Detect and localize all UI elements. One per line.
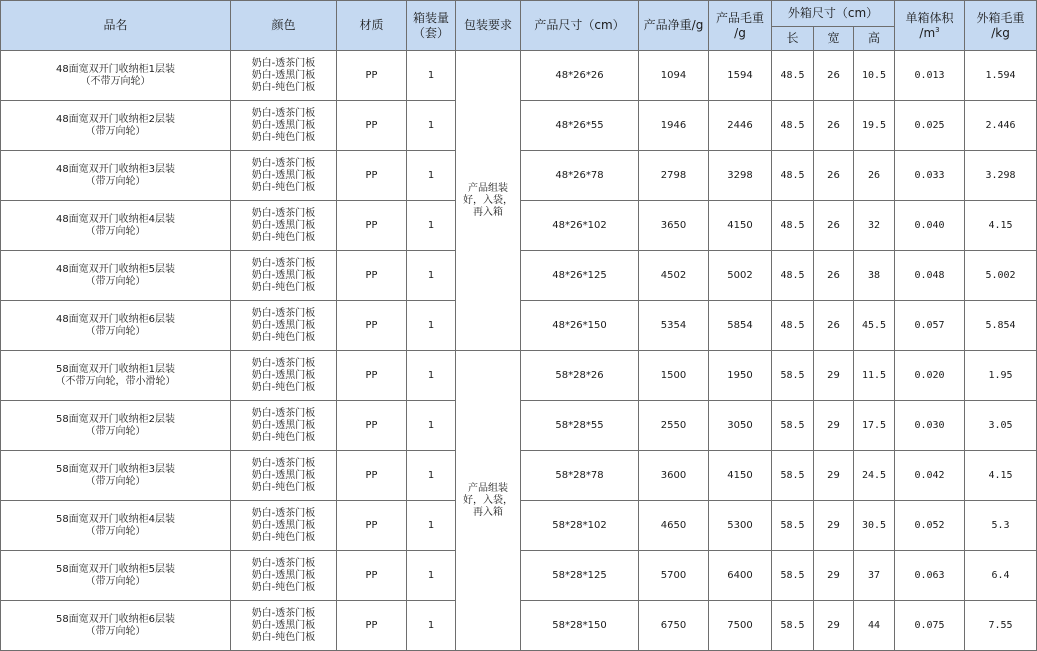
qty-cell: 1 bbox=[407, 601, 456, 651]
color-cell bbox=[231, 51, 337, 101]
color-option: 奶白-透黑门板 bbox=[251, 269, 316, 281]
header-volume-line2 bbox=[895, 26, 964, 41]
product-name-line: 48面宽双开门收纳柜2层装 bbox=[55, 113, 176, 125]
carton-gross-cell: 2.446 bbox=[965, 101, 1037, 151]
gross-weight-cell: 5854 bbox=[709, 301, 772, 351]
carton-height-cell: 30.5 bbox=[854, 501, 895, 551]
material-cell: PP bbox=[337, 601, 407, 651]
color-option: 奶白-纯色门板 bbox=[251, 231, 316, 243]
color-option: 奶白-纯色门板 bbox=[251, 381, 316, 393]
color-option: 奶白-透黑门板 bbox=[251, 519, 316, 531]
gross-weight-cell: 6400 bbox=[709, 551, 772, 601]
carton-height-cell: 24.5 bbox=[854, 451, 895, 501]
packing-note-line: 好，入袋， bbox=[463, 494, 513, 506]
color-option: 奶白-透黑门板 bbox=[251, 619, 316, 631]
material-cell: PP bbox=[337, 201, 407, 251]
material-cell: PP bbox=[337, 251, 407, 301]
qty-cell: 1 bbox=[407, 151, 456, 201]
net-weight-cell: 1094 bbox=[639, 51, 709, 101]
header-color: 颜色 bbox=[231, 1, 337, 51]
carton-length-cell: 58.5 bbox=[772, 401, 814, 451]
packing-note-line: 好，入袋， bbox=[463, 194, 513, 206]
table-row bbox=[1, 351, 1037, 401]
carton-width-cell: 29 bbox=[814, 451, 854, 501]
color-option: 奶白-纯色门板 bbox=[251, 431, 316, 443]
product-name-line: 48面宽双开门收纳柜6层装 bbox=[55, 313, 176, 325]
carton-gross-cell: 3.298 bbox=[965, 151, 1037, 201]
product-name-line: 58面宽双开门收纳柜1层装 bbox=[55, 363, 176, 375]
carton-gross-cell: 1.95 bbox=[965, 351, 1037, 401]
product-name-line: （不带万向轮，带小滑轮） bbox=[55, 375, 176, 387]
material-cell: PP bbox=[337, 301, 407, 351]
product-name-line: （不带万向轮） bbox=[80, 75, 151, 87]
gross-weight-cell: 1950 bbox=[709, 351, 772, 401]
carton-width-cell: 29 bbox=[814, 501, 854, 551]
volume-cell: 0.030 bbox=[895, 401, 965, 451]
color-cell bbox=[231, 201, 337, 251]
carton-width-cell: 26 bbox=[814, 151, 854, 201]
material-cell: PP bbox=[337, 151, 407, 201]
volume-cell: 0.042 bbox=[895, 451, 965, 501]
product-size-cell: 48*26*78 bbox=[521, 151, 639, 201]
material-cell: PP bbox=[337, 101, 407, 151]
carton-length-cell: 58.5 bbox=[772, 551, 814, 601]
table-body bbox=[1, 51, 1037, 651]
carton-height-cell: 45.5 bbox=[854, 301, 895, 351]
net-weight-cell: 2550 bbox=[639, 401, 709, 451]
product-name-line: 48面宽双开门收纳柜1层装 bbox=[55, 63, 176, 75]
color-cell bbox=[231, 401, 337, 451]
material-cell: PP bbox=[337, 551, 407, 601]
color-option: 奶白-透茶门板 bbox=[251, 407, 316, 419]
color-option: 奶白-透茶门板 bbox=[251, 557, 316, 569]
product-size-cell: 48*26*102 bbox=[521, 201, 639, 251]
carton-gross-cell: 5.002 bbox=[965, 251, 1037, 301]
carton-width-cell: 26 bbox=[814, 51, 854, 101]
header-qty-line1: 箱装量 bbox=[412, 10, 449, 25]
gross-weight-cell: 5002 bbox=[709, 251, 772, 301]
product-name-line: 58面宽双开门收纳柜4层装 bbox=[55, 513, 176, 525]
color-option: 奶白-透黑门板 bbox=[251, 69, 316, 81]
net-weight-cell: 5700 bbox=[639, 551, 709, 601]
product-name-cell bbox=[1, 551, 231, 601]
carton-width-cell: 29 bbox=[814, 601, 854, 651]
product-name-line: （带万向轮） bbox=[85, 475, 146, 487]
product-name-cell bbox=[1, 451, 231, 501]
packing-note-cell bbox=[456, 51, 521, 351]
product-name-cell bbox=[1, 51, 231, 101]
carton-width-cell: 29 bbox=[814, 401, 854, 451]
header-height: 高 bbox=[854, 27, 895, 51]
header-volume-unit: /m bbox=[919, 25, 936, 40]
product-name-line: 58面宽双开门收纳柜5层装 bbox=[55, 563, 176, 575]
product-name-line: 48面宽双开门收纳柜4层装 bbox=[55, 213, 176, 225]
gross-weight-cell: 1594 bbox=[709, 51, 772, 101]
net-weight-cell: 4650 bbox=[639, 501, 709, 551]
packing-note-line: 再入箱 bbox=[473, 506, 503, 518]
header-length: 长 bbox=[772, 27, 814, 51]
product-size-cell: 58*28*26 bbox=[521, 351, 639, 401]
carton-width-cell: 29 bbox=[814, 351, 854, 401]
header-carton-gross bbox=[965, 1, 1037, 51]
packing-note-line: 产品组装 bbox=[468, 182, 508, 194]
gross-weight-cell: 5300 bbox=[709, 501, 772, 551]
product-size-cell: 58*28*102 bbox=[521, 501, 639, 551]
header-size: 产品尺寸（cm） bbox=[521, 1, 639, 51]
color-cell bbox=[231, 451, 337, 501]
color-option: 奶白-纯色门板 bbox=[251, 181, 316, 193]
carton-length-cell: 58.5 bbox=[772, 601, 814, 651]
color-option: 奶白-透黑门板 bbox=[251, 419, 316, 431]
product-name-cell bbox=[1, 601, 231, 651]
carton-length-cell: 48.5 bbox=[772, 201, 814, 251]
carton-width-cell: 26 bbox=[814, 101, 854, 151]
color-option: 奶白-透茶门板 bbox=[251, 207, 316, 219]
gross-weight-cell: 4150 bbox=[709, 451, 772, 501]
color-cell bbox=[231, 251, 337, 301]
product-name-line: 48面宽双开门收纳柜5层装 bbox=[55, 263, 176, 275]
header-volume bbox=[895, 1, 965, 51]
carton-gross-cell: 6.4 bbox=[965, 551, 1037, 601]
product-name-line: （带万向轮） bbox=[85, 225, 146, 237]
product-name-cell bbox=[1, 351, 231, 401]
material-cell: PP bbox=[337, 351, 407, 401]
color-option: 奶白-透茶门板 bbox=[251, 357, 316, 369]
material-cell: PP bbox=[337, 501, 407, 551]
carton-height-cell: 32 bbox=[854, 201, 895, 251]
header-gross-line2: /g bbox=[734, 25, 746, 40]
carton-width-cell: 26 bbox=[814, 251, 854, 301]
net-weight-cell: 4502 bbox=[639, 251, 709, 301]
volume-cell: 0.025 bbox=[895, 101, 965, 151]
packing-note-cell bbox=[456, 351, 521, 651]
material-cell: PP bbox=[337, 51, 407, 101]
qty-cell: 1 bbox=[407, 301, 456, 351]
volume-cell: 0.063 bbox=[895, 551, 965, 601]
product-size-cell: 48*26*150 bbox=[521, 301, 639, 351]
product-name-line: 58面宽双开门收纳柜6层装 bbox=[55, 613, 176, 625]
carton-length-cell: 58.5 bbox=[772, 501, 814, 551]
color-option: 奶白-纯色门板 bbox=[251, 81, 316, 93]
color-option: 奶白-透茶门板 bbox=[251, 307, 316, 319]
qty-cell: 1 bbox=[407, 101, 456, 151]
carton-height-cell: 26 bbox=[854, 151, 895, 201]
carton-gross-cell: 1.594 bbox=[965, 51, 1037, 101]
product-name-cell bbox=[1, 101, 231, 151]
color-option: 奶白-透茶门板 bbox=[251, 157, 316, 169]
color-option: 奶白-纯色门板 bbox=[251, 581, 316, 593]
volume-cell: 0.033 bbox=[895, 151, 965, 201]
material-cell: PP bbox=[337, 401, 407, 451]
color-option: 奶白-透黑门板 bbox=[251, 319, 316, 331]
qty-cell: 1 bbox=[407, 251, 456, 301]
color-option: 奶白-纯色门板 bbox=[251, 281, 316, 293]
net-weight-cell: 3650 bbox=[639, 201, 709, 251]
header-gross-weight bbox=[709, 1, 772, 51]
carton-length-cell: 58.5 bbox=[772, 351, 814, 401]
product-size-cell: 58*28*78 bbox=[521, 451, 639, 501]
product-name-line: （带万向轮） bbox=[85, 525, 146, 537]
header-row bbox=[1, 1, 1037, 27]
carton-width-cell: 26 bbox=[814, 201, 854, 251]
color-option: 奶白-透茶门板 bbox=[251, 257, 316, 269]
carton-height-cell: 44 bbox=[854, 601, 895, 651]
qty-cell: 1 bbox=[407, 451, 456, 501]
carton-gross-cell: 4.15 bbox=[965, 201, 1037, 251]
carton-height-cell: 37 bbox=[854, 551, 895, 601]
header-volume-sup: 3 bbox=[935, 25, 940, 34]
header-carton-size: 外箱尺寸（cm） bbox=[772, 1, 895, 27]
product-name-line: （带万向轮） bbox=[85, 125, 146, 137]
header-volume-line1: 单箱体积 bbox=[905, 10, 954, 25]
carton-width-cell: 29 bbox=[814, 551, 854, 601]
product-name-cell bbox=[1, 151, 231, 201]
net-weight-cell: 3600 bbox=[639, 451, 709, 501]
color-cell bbox=[231, 601, 337, 651]
volume-cell: 0.020 bbox=[895, 351, 965, 401]
color-cell bbox=[231, 501, 337, 551]
color-option: 奶白-透茶门板 bbox=[251, 107, 316, 119]
gross-weight-cell: 3298 bbox=[709, 151, 772, 201]
header-packing: 包装要求 bbox=[456, 1, 521, 51]
product-name-line: （带万向轮） bbox=[85, 275, 146, 287]
carton-height-cell: 38 bbox=[854, 251, 895, 301]
product-name-line: （带万向轮） bbox=[85, 425, 146, 437]
volume-cell: 0.057 bbox=[895, 301, 965, 351]
carton-height-cell: 19.5 bbox=[854, 101, 895, 151]
color-option: 奶白-透黑门板 bbox=[251, 169, 316, 181]
color-option: 奶白-透茶门板 bbox=[251, 607, 316, 619]
carton-gross-cell: 7.55 bbox=[965, 601, 1037, 651]
product-name-cell bbox=[1, 501, 231, 551]
product-size-cell: 58*28*55 bbox=[521, 401, 639, 451]
volume-cell: 0.075 bbox=[895, 601, 965, 651]
carton-length-cell: 48.5 bbox=[772, 301, 814, 351]
carton-height-cell: 11.5 bbox=[854, 351, 895, 401]
carton-gross-cell: 3.05 bbox=[965, 401, 1037, 451]
color-cell bbox=[231, 301, 337, 351]
volume-cell: 0.013 bbox=[895, 51, 965, 101]
gross-weight-cell: 4150 bbox=[709, 201, 772, 251]
carton-length-cell: 48.5 bbox=[772, 101, 814, 151]
product-size-cell: 48*26*125 bbox=[521, 251, 639, 301]
gross-weight-cell: 3050 bbox=[709, 401, 772, 451]
packing-note-line: 再入箱 bbox=[473, 206, 503, 218]
color-option: 奶白-透茶门板 bbox=[251, 457, 316, 469]
product-name-line: 58面宽双开门收纳柜2层装 bbox=[55, 413, 176, 425]
carton-height-cell: 10.5 bbox=[854, 51, 895, 101]
table-row bbox=[1, 51, 1037, 101]
header-carton-gross-line2: /kg bbox=[991, 25, 1010, 40]
color-option: 奶白-透黑门板 bbox=[251, 219, 316, 231]
header-material: 材质 bbox=[337, 1, 407, 51]
header-name: 品名 bbox=[1, 1, 231, 51]
product-name-line: 58面宽双开门收纳柜3层装 bbox=[55, 463, 176, 475]
header-qty-line2: （套） bbox=[412, 25, 449, 40]
color-option: 奶白-纯色门板 bbox=[251, 631, 316, 643]
product-name-cell bbox=[1, 251, 231, 301]
header-gross-line1: 产品毛重 bbox=[715, 10, 764, 25]
color-cell bbox=[231, 151, 337, 201]
qty-cell: 1 bbox=[407, 201, 456, 251]
carton-length-cell: 48.5 bbox=[772, 251, 814, 301]
net-weight-cell: 5354 bbox=[639, 301, 709, 351]
header-net-weight: 产品净重/g bbox=[639, 1, 709, 51]
product-name-cell bbox=[1, 401, 231, 451]
header-carton-gross-line1: 外箱毛重 bbox=[976, 10, 1025, 25]
qty-cell: 1 bbox=[407, 351, 456, 401]
product-name-line: （带万向轮） bbox=[85, 625, 146, 637]
color-option: 奶白-透茶门板 bbox=[251, 507, 316, 519]
header-width: 宽 bbox=[814, 27, 854, 51]
color-option: 奶白-透茶门板 bbox=[251, 57, 316, 69]
volume-cell: 0.048 bbox=[895, 251, 965, 301]
color-cell bbox=[231, 551, 337, 601]
net-weight-cell: 1946 bbox=[639, 101, 709, 151]
packing-note-line: 产品组装 bbox=[468, 482, 508, 494]
product-name-line: （带万向轮） bbox=[85, 175, 146, 187]
product-name-cell bbox=[1, 201, 231, 251]
gross-weight-cell: 7500 bbox=[709, 601, 772, 651]
color-option: 奶白-透黑门板 bbox=[251, 369, 316, 381]
gross-weight-cell: 2446 bbox=[709, 101, 772, 151]
carton-length-cell: 48.5 bbox=[772, 151, 814, 201]
product-name-cell bbox=[1, 301, 231, 351]
net-weight-cell: 1500 bbox=[639, 351, 709, 401]
volume-cell: 0.052 bbox=[895, 501, 965, 551]
color-option: 奶白-透黑门板 bbox=[251, 569, 316, 581]
carton-length-cell: 48.5 bbox=[772, 51, 814, 101]
color-option: 奶白-纯色门板 bbox=[251, 481, 316, 493]
product-size-cell: 58*28*125 bbox=[521, 551, 639, 601]
qty-cell: 1 bbox=[407, 51, 456, 101]
qty-cell: 1 bbox=[407, 501, 456, 551]
product-name-line: （带万向轮） bbox=[85, 575, 146, 587]
product-size-cell: 58*28*150 bbox=[521, 601, 639, 651]
product-name-line: （带万向轮） bbox=[85, 325, 146, 337]
color-option: 奶白-纯色门板 bbox=[251, 331, 316, 343]
volume-cell: 0.040 bbox=[895, 201, 965, 251]
qty-cell: 1 bbox=[407, 551, 456, 601]
color-option: 奶白-纯色门板 bbox=[251, 531, 316, 543]
carton-width-cell: 26 bbox=[814, 301, 854, 351]
material-cell: PP bbox=[337, 451, 407, 501]
color-option: 奶白-透黑门板 bbox=[251, 119, 316, 131]
carton-gross-cell: 5.3 bbox=[965, 501, 1037, 551]
carton-gross-cell: 4.15 bbox=[965, 451, 1037, 501]
carton-height-cell: 17.5 bbox=[854, 401, 895, 451]
carton-gross-cell: 5.854 bbox=[965, 301, 1037, 351]
header-qty bbox=[407, 1, 456, 51]
product-size-cell: 48*26*55 bbox=[521, 101, 639, 151]
qty-cell: 1 bbox=[407, 401, 456, 451]
carton-length-cell: 58.5 bbox=[772, 451, 814, 501]
color-cell bbox=[231, 101, 337, 151]
product-name-line: 48面宽双开门收纳柜3层装 bbox=[55, 163, 176, 175]
color-cell bbox=[231, 351, 337, 401]
color-option: 奶白-纯色门板 bbox=[251, 131, 316, 143]
net-weight-cell: 2798 bbox=[639, 151, 709, 201]
product-size-cell: 48*26*26 bbox=[521, 51, 639, 101]
color-option: 奶白-透黑门板 bbox=[251, 469, 316, 481]
net-weight-cell: 6750 bbox=[639, 601, 709, 651]
